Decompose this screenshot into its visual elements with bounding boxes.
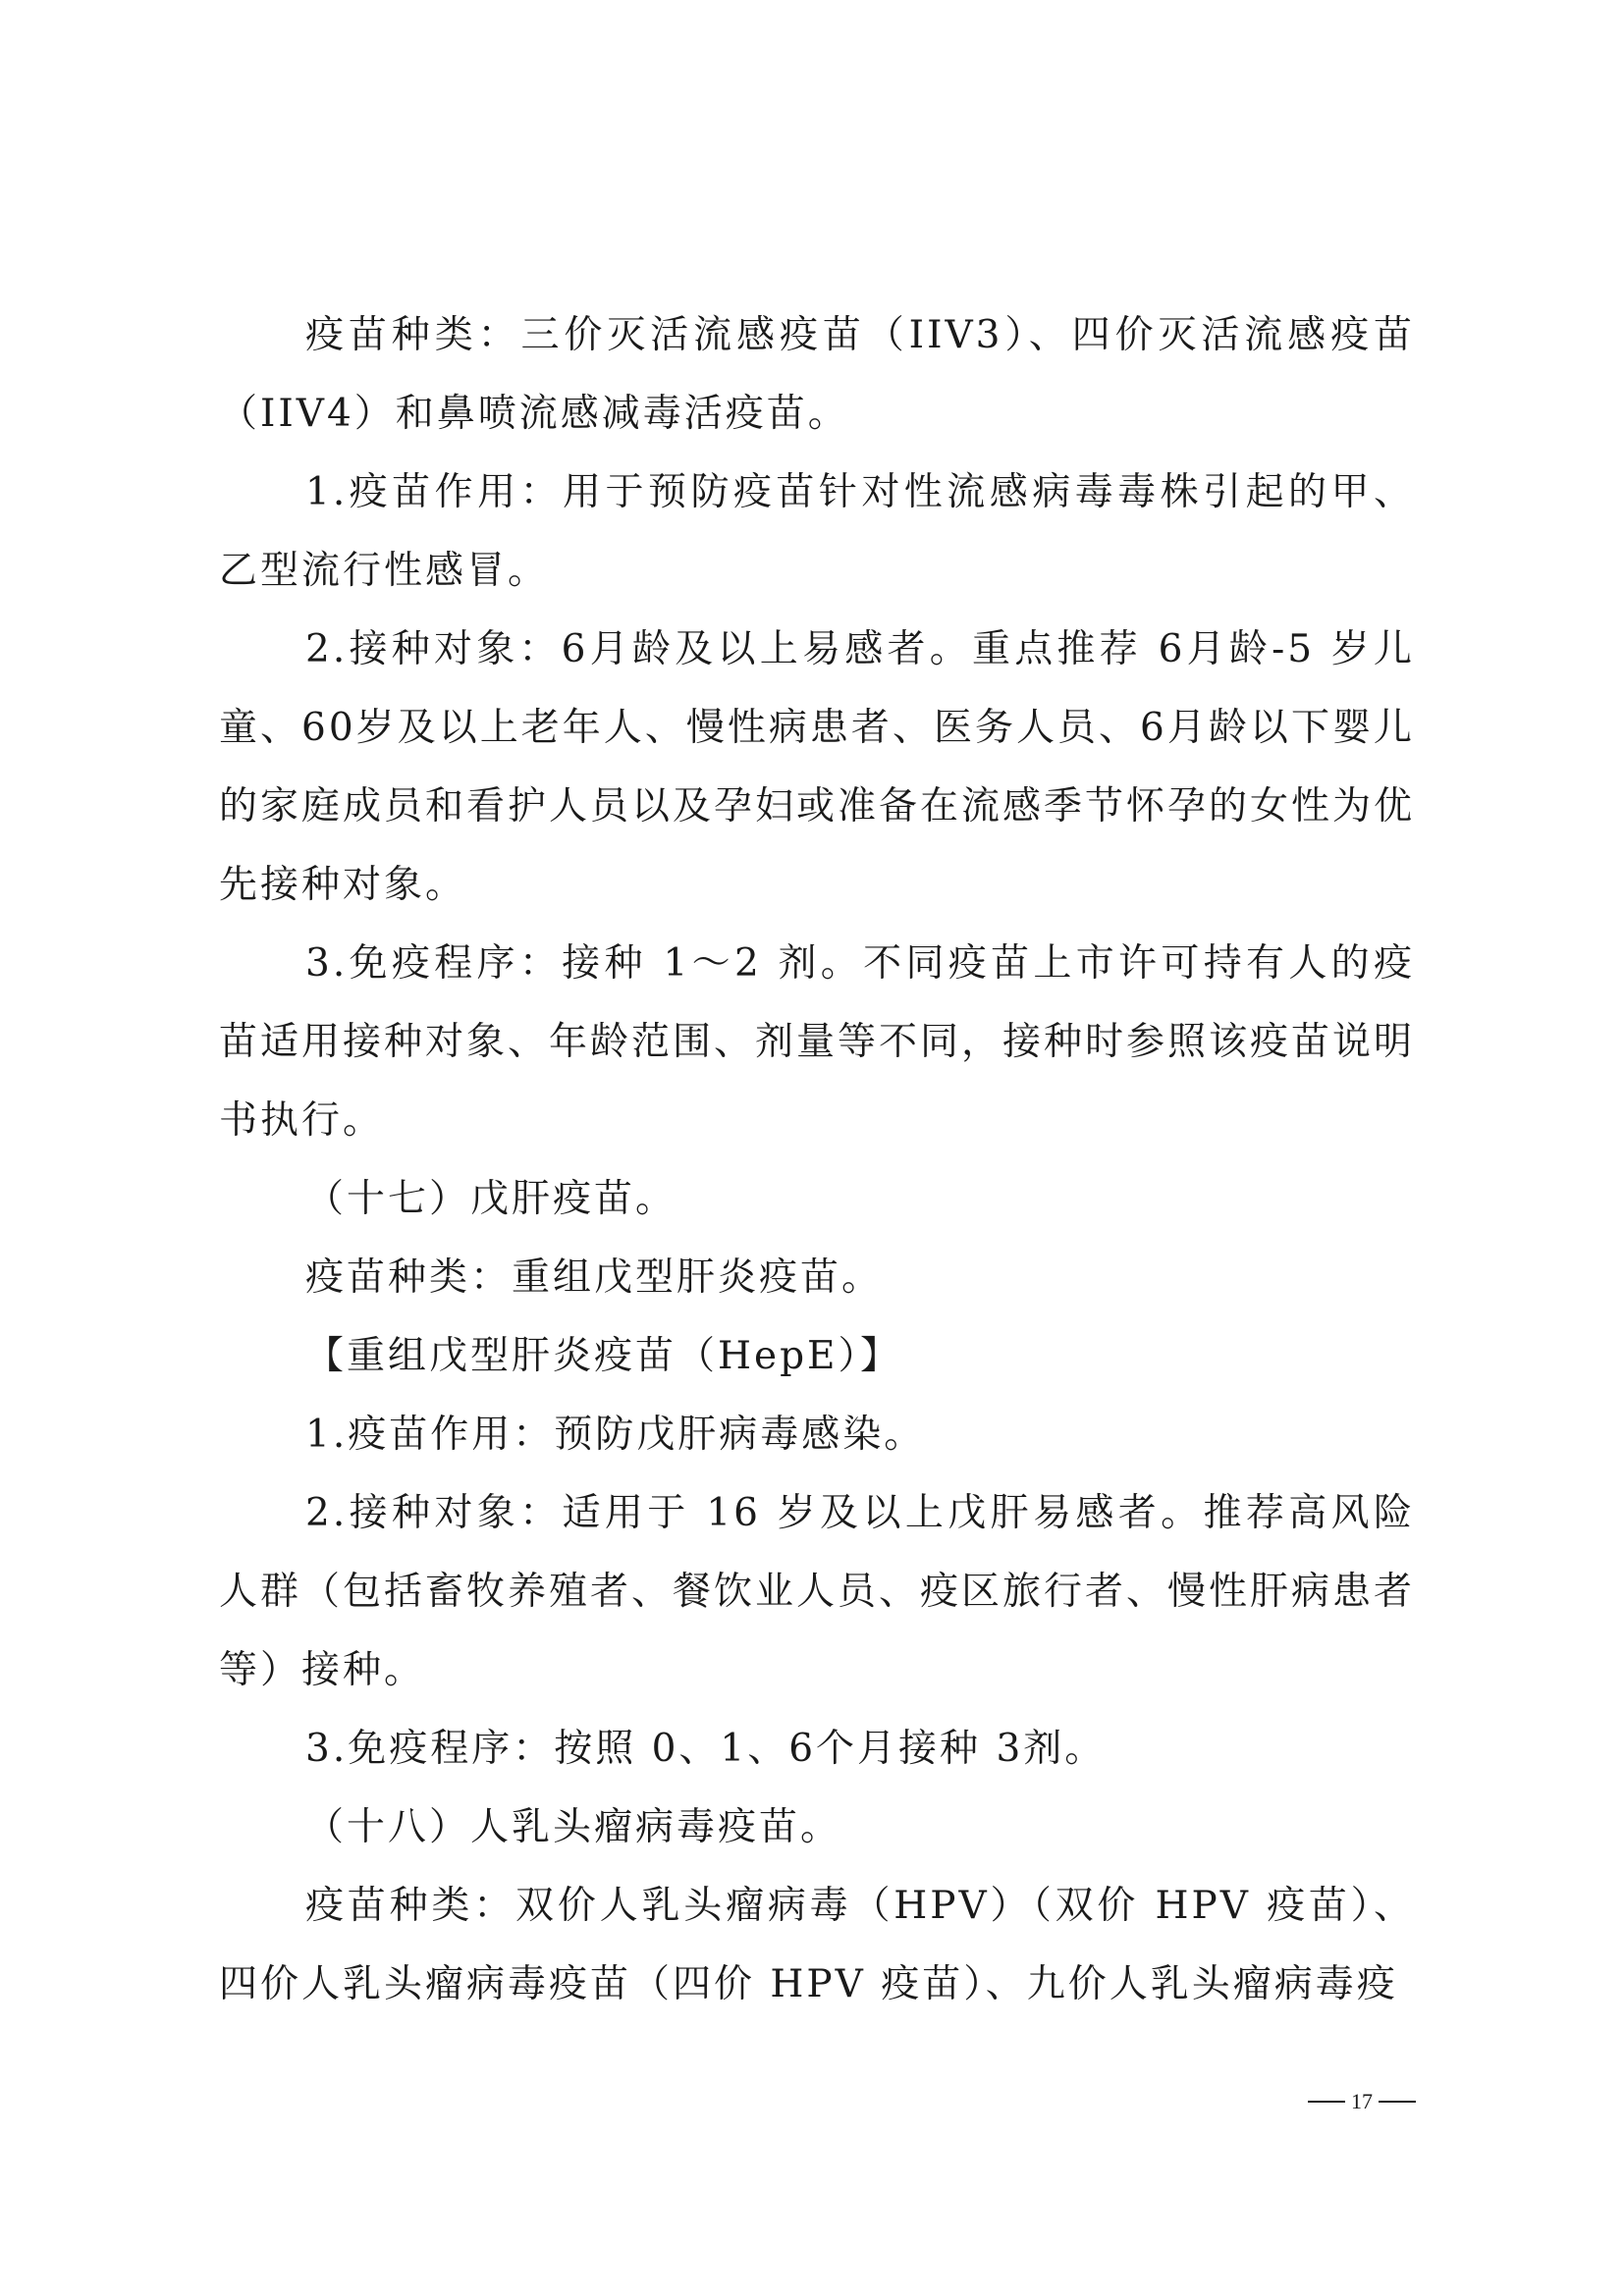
- paragraph-hpv-vaccine-types: 疫苗种类：双价人乳头瘤病毒（HPV）（双价 HPV 疫苗）、四价人乳头瘤病毒疫苗（四价 HPV 疫苗）、九价人乳头瘤病毒疫: [219, 1884, 1415, 2006]
- paragraph-hepe-vaccine-types: 疫苗种类：重组戊型肝炎疫苗。: [305, 1255, 884, 1300]
- paragraph-flu-vaccine-types: 疫苗种类：三价灭活流感疫苗（IIV3）、四价灭活流感疫苗（IIV4）和鼻喷流感减毒活疫苗。: [219, 313, 1415, 436]
- section-heading-hepe: （十七）戊肝疫苗。: [305, 1177, 677, 1221]
- page-number-left-rule: [1308, 2101, 1345, 2103]
- page-number: 17: [1351, 2089, 1373, 2113]
- page-number-footer: [1308, 2089, 1416, 2114]
- section-heading-hpv: （十八）人乳头瘤病毒疫苗。: [305, 1805, 842, 1849]
- paragraph-hepe-vaccine-effect: 1.疫苗作用：预防戊肝病毒感染。: [305, 1413, 926, 1457]
- page-number-right-rule: [1379, 2101, 1416, 2103]
- body-text: [219, 296, 1415, 2024]
- paragraph-flu-vaccine-schedule: 3.免疫程序：接种 1～2 剂。不同疫苗上市许可持有人的疫苗适用接种对象、年龄范围、剂量等不同，接种时参照该疫苗说明书执行。: [219, 941, 1416, 1143]
- paragraph-hepe-vaccine-schedule: 3.免疫程序：按照 0、1、6个月接种 3剂。: [305, 1727, 1107, 1771]
- paragraph-flu-vaccine-target: 2.接种对象：6月龄及以上易感者。重点推荐 6月龄-5 岁儿童、60岁及以上老年人、慢性病患者、医务人员、6月龄以下婴儿的家庭成员和看护人员以及孕妇或准备在流感季节怀孕的女性为优先接种对象。: [219, 627, 1416, 907]
- paragraph-hepe-vaccine-name: 【重组戊型肝炎疫苗（HepE）】: [305, 1334, 902, 1378]
- paragraph-hepe-vaccine-target: 2.接种对象：适用于 16 岁及以上戊肝易感者。推荐高风险人群（包括畜牧养殖者、餐饮业人员、疫区旅行者、慢性肝病患者等）接种。: [219, 1491, 1416, 1692]
- paragraph-flu-vaccine-effect: 1.疫苗作用：用于预防疫苗针对性流感病毒毒株引起的甲、乙型流行性感冒。: [219, 470, 1415, 593]
